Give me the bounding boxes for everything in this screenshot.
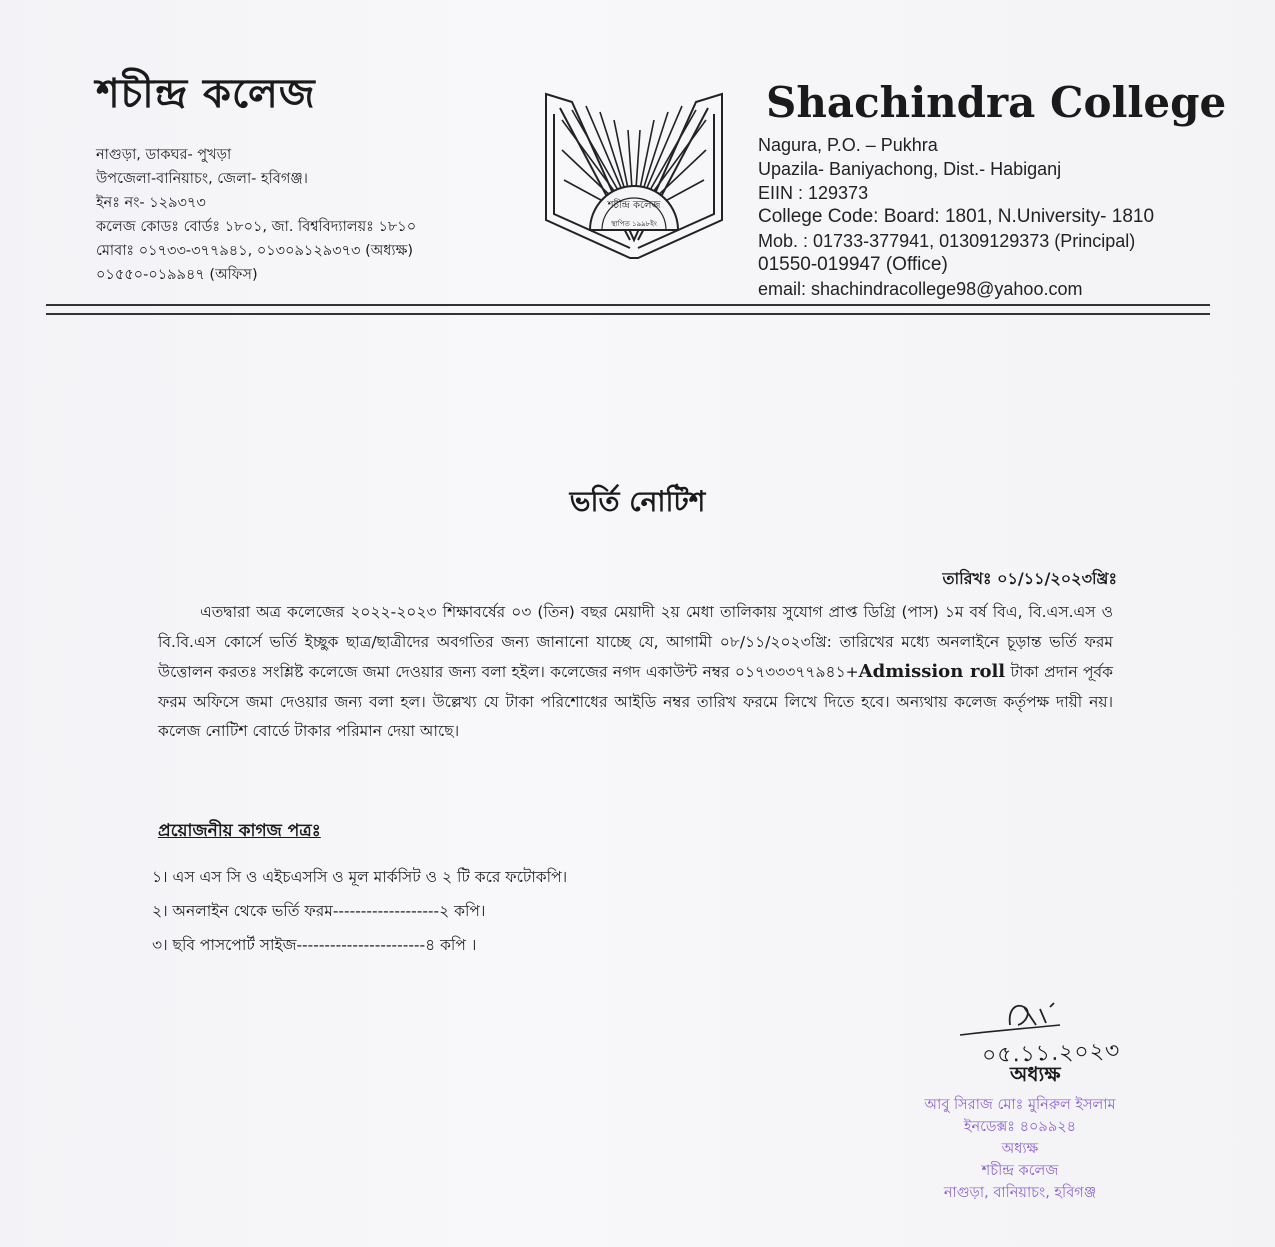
logo-text-bottom: স্থাপিত ১৯৯৮ইং [611,220,657,228]
notice-date: তারিখঃ ০১/১১/২০২৩খ্রিঃ [942,569,1117,588]
header-divider-top [46,304,1210,306]
bengali-office-phone-line: ০১৫৫০-০১৯৯৪৭ (অফিস) [96,267,258,283]
notice-body [158,598,1113,747]
english-eiin-line: EIIN : 129373 [758,183,869,203]
bengali-mobile-line: মোবাঃ ০১৭৩৩-৩৭৭৯৪১, ০১৩০৯১২৯৩৭৩ (অধ্যক্ষ) [96,243,414,259]
notice-body-part1: এতদ্বারা অত্র কলেজের ২০২২-২০২৩ শিক্ষাবর্ষের ০৩ (তিন) বছর মেয়াদী ২য় মেধা তালিকায় সুযোগ প্রাপ্ত ডিগ্রি (পাস) ১ম বর্ষ বিএ, বি.এস.এস ও বি.বি.এস কোর্সে ভর্তি ইচ্ছুক ছাত্র/ছাত্রীদের অবগতির জন্য জানানো যাচ্ছে যে, আগামী ০৮/১১/২০২৩খ্রি: তারিখের মধ্যে অনলাইনে চূড়ান্ত ভর্তি ফরম উত্তোলন করতঃ সংশ্লিষ্ট কলেজে জমা দেওয়ার জন্য বলা হইল। কলেজের নগদ একাউন্ট নম্বর ০১৭৩৩৩৭৭৯৪১+ [158,603,1113,681]
requirement-item: ৩। ছবি পাসপোর্ট সাইজ-----------------------৪ কপি । [152,936,477,954]
requirements-heading: প্রয়োজনীয় কাগজ পত্রঃ [158,821,321,841]
logo-text-top: শচীন্দ্র কলেজ [607,200,661,211]
principal-title: অধ্যক্ষ [1010,1062,1061,1086]
english-email-line: email: shachindracollege98@yahoo.com [758,279,1083,299]
stamp-line-college: শচীন্দ্র কলেজ [981,1163,1059,1179]
english-college-code-line: College Code: Board: 1801, N.University- 1810 [758,206,1155,227]
stamp-line-name: আবু সিরাজ মোঃ মুনিরুল ইসলাম [924,1097,1116,1113]
requirements-list [152,860,567,962]
stamp-line-index: ইনডেক্সঃ ৪০৯৯২৪ [963,1119,1077,1135]
admission-roll-text: Admission roll [858,661,1006,682]
bengali-college-code-line: কলেজ কোডঃ বোর্ডঃ ১৮০১, জা. বিশ্ববিদ্যালয়ঃ ১৮১০ [96,219,417,235]
header-divider-bottom [46,313,1210,315]
english-letterhead [758,78,1238,301]
signature-date: ০৫.১১.২০২৩ [981,1038,1121,1069]
bengali-address-line: নাগুড়া, ডাকঘর- পুখড়া [96,147,232,163]
stamp-line-address: নাগুড়া, বানিয়াচং, হবিগঞ্জ [943,1185,1097,1201]
bengali-letterhead [96,62,516,287]
bengali-address-line: উপজেলা-বানিয়াচং, জেলা- হবিগঞ্জ। [96,171,308,187]
bengali-eiin-line: ইনঃ নং- ১২৯৩৭৩ [96,195,206,211]
english-address-line: Upazila- Baniyachong, Dist.- Habiganj [758,159,1062,179]
college-name-english: Shachindra College [766,78,1227,127]
english-mobile-line: Mob. : 01733-377941, 01309129373 (Principal) [758,231,1136,251]
college-name-bengali: শচীন্দ্র কলেজ [96,71,316,117]
requirement-item: ২। অনলাইন থেকে ভর্তি ফরম-------------------২ কপি। [152,902,486,920]
stamp-line-designation: অধ্যক্ষ [1001,1141,1039,1157]
principal-stamp [880,1094,1160,1204]
notice-title: ভর্তি নোটিশ [569,485,706,518]
english-address-line: Nagura, P.O. – Pukhra [758,135,938,155]
notice-body-part2: টাকা প্রদান পূর্বক ফরম অফিসে জমা দেওয়ার জন্য বলা হল। উল্লেখ্য যে টাকা পরিশোধের আইডি নম্বর তারিখ ফরমে লিখে দিতে হবে। অন্যথায় কলেজ কর্তৃপক্ষ দায়ী নয়। কলেজ নোটিশ বোর্ডে টাকার পরিমান দেয়া আছে। [158,663,1113,740]
requirement-item: ১। এস এস সি ও এইচএসসি ও মূল মার্কসিট ও ২ টি করে ফটোকপি। [152,868,568,886]
english-office-phone-line: 01550-019947 (Office) [758,254,948,275]
college-logo-icon [542,90,726,262]
